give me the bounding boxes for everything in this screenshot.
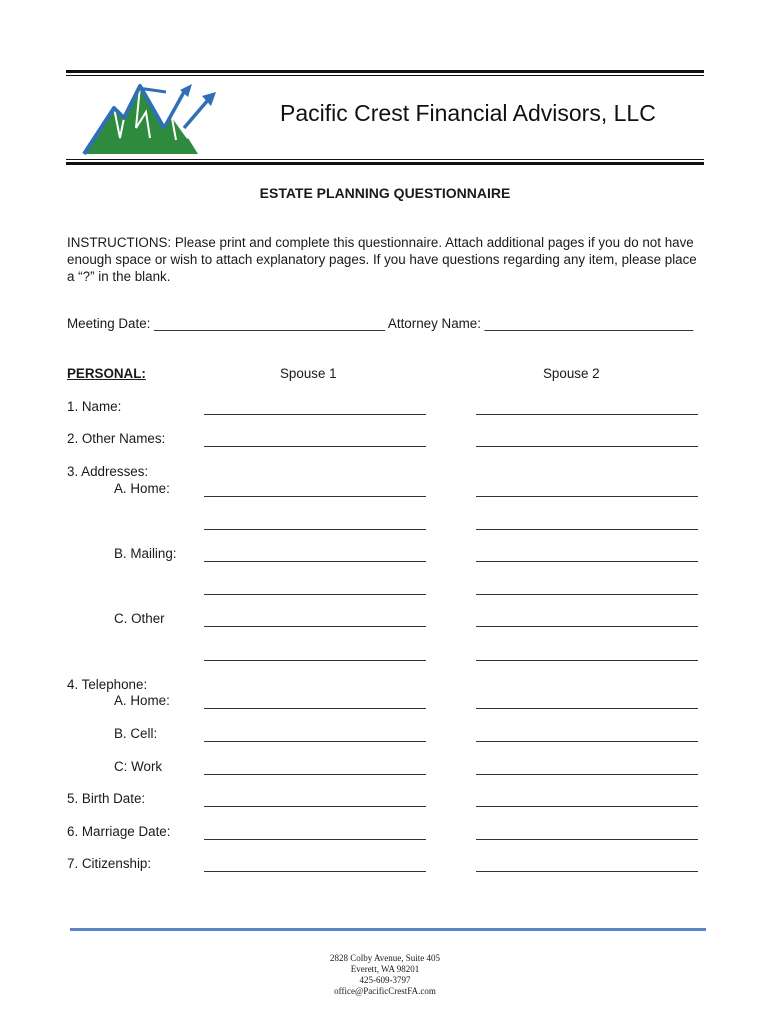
spouse2-other-address-blank-2[interactable]	[476, 660, 698, 661]
spouse2-home-phone-blank[interactable]	[476, 708, 698, 709]
spouse1-work-phone-blank[interactable]	[204, 774, 426, 775]
footer-rule	[70, 928, 706, 931]
spouse1-column-heading: Spouse 1	[280, 366, 337, 381]
citizenship-label: 7. Citizenship:	[67, 856, 152, 871]
spouse2-work-phone-blank[interactable]	[476, 774, 698, 775]
telephone-label: 4. Telephone:	[67, 677, 148, 692]
spouse2-column-heading: Spouse 2	[543, 366, 600, 381]
header-rule-bottom-thick	[66, 162, 704, 165]
footer-address: 2828 Colby Avenue, Suite 405	[329, 953, 441, 963]
spouse1-other-names-blank[interactable]	[204, 446, 426, 447]
instructions-text: INSTRUCTIONS: Please print and complete this questionnaire. Attach additional pages if you do not have enough space or wish to attach explanatory pages. If you have questions regarding any item, please place a “?” in the blank.	[67, 235, 697, 284]
spouse1-other-address-blank-2[interactable]	[204, 660, 426, 661]
header-rule-top-thick	[66, 70, 704, 73]
address-other-label: C. Other	[114, 611, 165, 626]
spouse1-citizenship-blank[interactable]	[204, 871, 426, 872]
footer-city: Everett, WA 98201	[350, 964, 420, 974]
spouse2-other-names-blank[interactable]	[476, 446, 698, 447]
birth-date-label: 5. Birth Date:	[67, 791, 146, 806]
personal-section-heading: PERSONAL:	[67, 366, 146, 381]
document-title: ESTATE PLANNING QUESTIONNAIRE	[259, 185, 511, 201]
spouse2-marriage-date-blank[interactable]	[476, 839, 698, 840]
telephone-work-label: C: Work	[114, 759, 163, 774]
spouse2-name-blank[interactable]	[476, 414, 698, 415]
spouse2-home-address-blank-1[interactable]	[476, 496, 698, 497]
spouse2-mailing-address-blank-2[interactable]	[476, 594, 698, 595]
addresses-label: 3. Addresses:	[67, 464, 149, 479]
spouse1-marriage-date-blank[interactable]	[204, 839, 426, 840]
spouse2-mailing-address-blank-1[interactable]	[476, 561, 698, 562]
footer-phone: 425-609-3797	[359, 975, 411, 985]
address-home-label: A. Home:	[114, 481, 170, 496]
spouse1-birth-date-blank[interactable]	[204, 806, 426, 807]
spouse2-cell-phone-blank[interactable]	[476, 741, 698, 742]
spouse1-mailing-address-blank-1[interactable]	[204, 561, 426, 562]
address-mailing-label: B. Mailing:	[114, 546, 177, 561]
marriage-date-label: 6. Marriage Date:	[67, 824, 171, 839]
spouse2-other-address-blank-1[interactable]	[476, 626, 698, 627]
telephone-cell-label: B. Cell:	[114, 726, 158, 741]
spouse1-other-address-blank-1[interactable]	[204, 626, 426, 627]
spouse1-home-address-blank-2[interactable]	[204, 529, 426, 530]
spouse1-home-address-blank-1[interactable]	[204, 496, 426, 497]
company-name: Pacific Crest Financial Advisors, LLC	[280, 100, 656, 126]
spouse1-mailing-address-blank-2[interactable]	[204, 594, 426, 595]
mountain-growth-logo-icon	[80, 78, 220, 158]
footer-email[interactable]: office@PacificCrestFA.com	[334, 986, 436, 996]
spouse1-home-phone-blank[interactable]	[204, 708, 426, 709]
header-rule-top-thin	[66, 75, 704, 76]
meeting-date-attorney-line: Meeting Date: _______________________________ Attorney Name: ____________________________	[67, 316, 694, 331]
spouse2-birth-date-blank[interactable]	[476, 806, 698, 807]
spouse2-home-address-blank-2[interactable]	[476, 529, 698, 530]
telephone-home-label: A. Home:	[114, 693, 170, 708]
spouse1-name-blank[interactable]	[204, 414, 426, 415]
spouse1-cell-phone-blank[interactable]	[204, 741, 426, 742]
spouse2-citizenship-blank[interactable]	[476, 871, 698, 872]
name-label: 1. Name:	[67, 399, 122, 414]
other-names-label: 2. Other Names:	[67, 431, 166, 446]
footer-contact	[0, 953, 770, 997]
header-rule-bottom-thin	[66, 159, 704, 160]
